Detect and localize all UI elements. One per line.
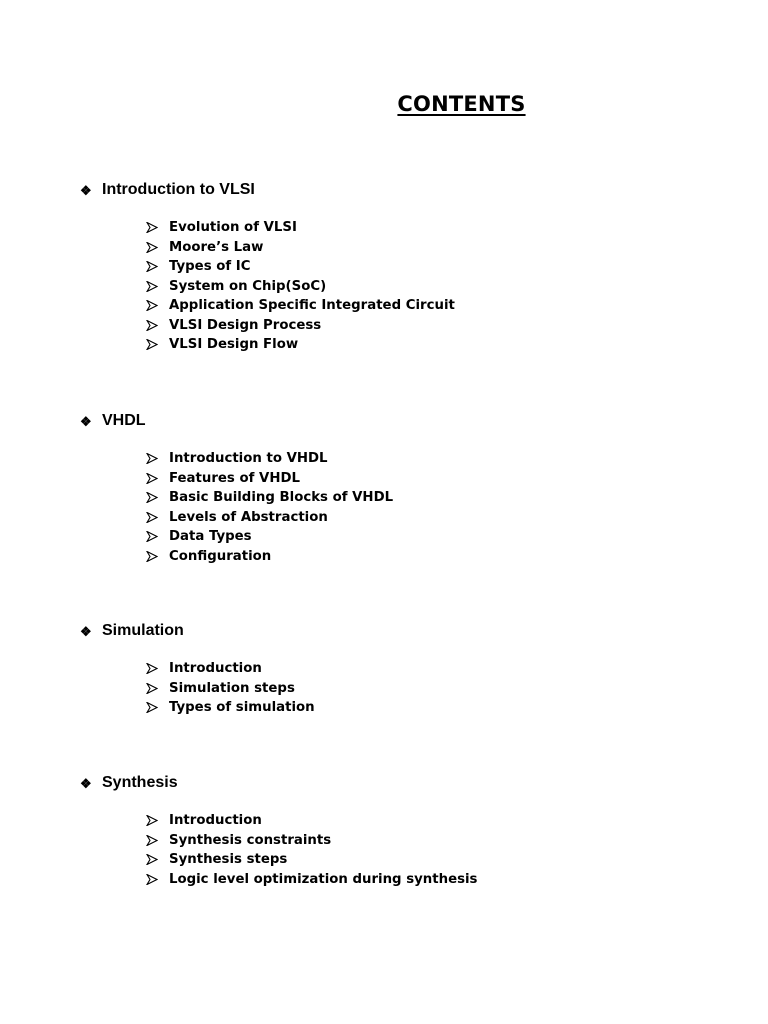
section-heading-text: Synthesis: [102, 774, 178, 791]
section-heading-text: Simulation: [102, 622, 184, 639]
arrowhead-bullet-icon: [146, 835, 158, 846]
list-item-text: Synthesis constraints: [169, 832, 332, 848]
section-heading-text: VHDL: [102, 412, 146, 429]
arrowhead-bullet-icon: [146, 242, 158, 253]
arrowhead-bullet-icon: [146, 453, 158, 464]
arrowhead-bullet-icon: [146, 261, 158, 272]
arrowhead-bullet-icon: [146, 815, 158, 826]
arrowhead-bullet-icon: [146, 663, 158, 674]
topic-list: [146, 811, 720, 889]
list-item-text: Moore’s Law: [169, 239, 264, 255]
list-item-text: Configuration: [169, 548, 272, 564]
list-item: [146, 257, 720, 277]
section-heading-text: Introduction to VLSI: [102, 181, 255, 198]
list-item-text: Synthesis steps: [169, 852, 288, 868]
arrowhead-bullet-icon: [146, 473, 158, 484]
arrowhead-bullet-icon: [146, 551, 158, 562]
arrowhead-bullet-icon: [146, 281, 158, 292]
list-item: [146, 238, 720, 258]
list-item: [146, 527, 720, 547]
section-synthesis: [80, 772, 720, 889]
list-item: [146, 316, 720, 336]
list-item: [146, 508, 720, 528]
list-item: [146, 698, 720, 718]
section-heading: [80, 772, 720, 794]
list-item-text: Basic Building Blocks of VHDL: [169, 490, 394, 506]
section-heading: [80, 620, 720, 642]
list-item-text: Application Specific Integrated Circuit: [169, 298, 455, 314]
list-item-text: Types of simulation: [169, 700, 315, 716]
list-item: [146, 488, 720, 508]
list-item-text: Types of IC: [169, 259, 251, 275]
diamond-bullet-icon: ❖: [80, 413, 92, 429]
list-item-text: VLSI Design Flow: [169, 337, 299, 353]
list-item: [146, 679, 720, 699]
arrowhead-bullet-icon: [146, 874, 158, 885]
arrowhead-bullet-icon: [146, 339, 158, 350]
list-item: [146, 811, 720, 831]
arrowhead-bullet-icon: [146, 854, 158, 865]
list-item: [146, 277, 720, 297]
arrowhead-bullet-icon: [146, 492, 158, 503]
list-item: [146, 547, 720, 567]
topic-list: [146, 449, 720, 566]
list-item: [146, 469, 720, 489]
list-item-text: Levels of Abstraction: [169, 509, 328, 525]
arrowhead-bullet-icon: [146, 531, 158, 542]
list-item-text: Features of VHDL: [169, 470, 300, 486]
topic-list: [146, 659, 720, 718]
list-item: [146, 296, 720, 316]
list-item-text: VLSI Design Process: [169, 317, 322, 333]
section-heading: [80, 410, 720, 432]
list-item-text: System on Chip(SoC): [169, 278, 327, 294]
list-item: [146, 335, 720, 355]
section-heading: [80, 179, 720, 201]
list-item: [146, 659, 720, 679]
list-item-text: Simulation steps: [169, 680, 295, 696]
section-vhdl: [80, 410, 720, 566]
list-item-text: Introduction: [169, 661, 262, 677]
arrowhead-bullet-icon: [146, 320, 158, 331]
list-item: [146, 218, 720, 238]
list-item: [146, 870, 720, 890]
topic-list: [146, 218, 720, 355]
arrowhead-bullet-icon: [146, 683, 158, 694]
section-introduction-to-vlsi: [80, 179, 720, 355]
arrowhead-bullet-icon: [146, 300, 158, 311]
list-item-text: Logic level optimization during synthesis: [169, 871, 478, 887]
diamond-bullet-icon: ❖: [80, 182, 92, 198]
page-title: CONTENTS: [397, 92, 526, 116]
list-item: [146, 831, 720, 851]
list-item-text: Introduction: [169, 813, 262, 829]
list-item: [146, 449, 720, 469]
diamond-bullet-icon: ❖: [80, 623, 92, 639]
arrowhead-bullet-icon: [146, 512, 158, 523]
list-item: [146, 850, 720, 870]
list-item-text: Introduction to VHDL: [169, 451, 328, 467]
list-item-text: Evolution of VLSI: [169, 220, 297, 236]
arrowhead-bullet-icon: [146, 222, 158, 233]
list-item-text: Data Types: [169, 529, 252, 545]
arrowhead-bullet-icon: [146, 702, 158, 713]
diamond-bullet-icon: ❖: [80, 775, 92, 791]
section-simulation: [80, 620, 720, 718]
